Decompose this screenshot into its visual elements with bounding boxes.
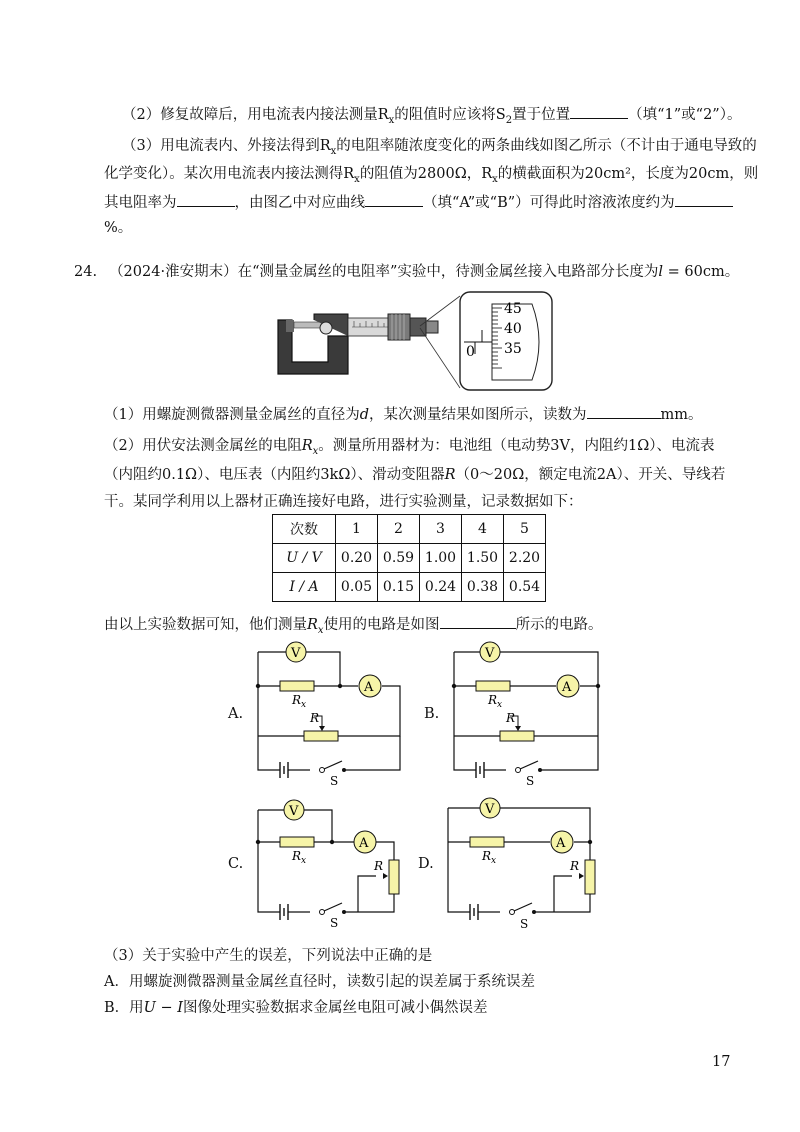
svg-text:R: R — [570, 859, 580, 873]
resistor-rx — [280, 837, 314, 847]
lock-knob — [320, 322, 332, 334]
rx-label: $R_x$ — [292, 849, 307, 866]
q24-part1: （1）用螺旋测微器测量金属丝的直径为d，某次测量结果如图所示，读数为 mm。 — [104, 404, 703, 425]
micrometer-thimble — [388, 314, 410, 340]
answer-blank[interactable] — [570, 104, 628, 119]
svg-text:R: R — [310, 711, 320, 725]
micrometer-figure — [270, 290, 560, 394]
rheostat — [500, 731, 534, 741]
q24-part2-line4: 由以上实验数据可知，他们测量$R_x$使用的电路是如图 所示的电路。 — [104, 614, 603, 641]
circuit-d-label: D. — [418, 856, 434, 872]
rx-label: $R_x$ — [292, 693, 307, 710]
q23-part3-line4: %。 — [104, 220, 133, 236]
svg-text:S: S — [330, 774, 339, 788]
circuit-c-diagram — [250, 798, 410, 932]
svg-text:V: V — [485, 646, 495, 661]
circuit-d-diagram — [440, 790, 610, 934]
svg-text:A: A — [562, 680, 572, 695]
svg-text:V: V — [291, 646, 301, 661]
svg-text:R: R — [506, 711, 516, 725]
circuit-b-label: B. — [424, 706, 440, 722]
option-b: B．用U − I图像处理实验数据求金属丝电阻可减小偶然误差 — [104, 1000, 488, 1016]
page-number: 17 — [712, 1054, 731, 1070]
option-a: A．用螺旋测微器测量金属丝直径时，读数引起的误差属于系统误差 — [104, 974, 535, 990]
svg-text:V: V — [485, 802, 495, 817]
table-header-row: 次数 1 2 3 4 5 — [273, 515, 546, 544]
rheostat — [389, 860, 399, 894]
q23-part2: （2）修复故障后，用电流表内接法测量$R_x$的阻值时应该将$S_2$置于位置 （填“1”或“2”）。 — [122, 104, 741, 131]
answer-blank[interactable] — [675, 192, 733, 207]
svg-text:S: S — [526, 774, 535, 788]
thimble-tick-40: 40 — [504, 321, 522, 337]
q24-part2-line2: （内阻约0.1Ω）、电压表（内阻约3kΩ）、滑动变阻器R（0～20Ω，额定电流2A）、开关、导线若 — [104, 467, 726, 483]
svg-text:R: R — [374, 859, 384, 873]
table-row: U / V 0.20 0.59 1.00 1.50 2.20 — [273, 544, 546, 573]
svg-text:A: A — [364, 680, 374, 695]
q23-part3-line3: 其电阻率为 ，由图乙中对应曲线 （填“A”或“B”）可得此时溶液浓度约为 — [104, 192, 733, 213]
q24-part3: （3）关于实验中产生的误差，下列说法中正确的是 — [104, 948, 433, 964]
answer-blank[interactable] — [587, 404, 661, 419]
resistor-rx — [280, 681, 314, 691]
table-row: I / A 0.05 0.15 0.24 0.38 0.54 — [273, 573, 546, 602]
resistor-rx — [476, 681, 510, 691]
circuit-a-diagram — [250, 640, 410, 788]
rheostat — [304, 731, 338, 741]
svg-text:S: S — [520, 917, 529, 931]
rx-label: $R_x$ — [482, 849, 497, 866]
measurement-table — [272, 514, 546, 602]
q24-heading: 24. （2024·淮安期末）在“测量金属丝的电阻率”实验中，待测金属丝接入电路部分长度为l = 60cm。 — [74, 264, 740, 280]
circuit-c-label: C. — [228, 856, 244, 872]
answer-blank[interactable] — [365, 192, 423, 207]
thimble-tick-35: 35 — [504, 341, 522, 357]
answer-blank[interactable] — [177, 192, 235, 207]
thimble-tick-45: 45 — [504, 301, 522, 317]
svg-text:A: A — [359, 836, 369, 851]
svg-text:A: A — [556, 836, 566, 851]
q23-part3-line1: （3）用电流表内、外接法得到$R_x$的电阻率随浓度变化的两条曲线如图乙所示（不计由于通电导致的 — [122, 138, 757, 157]
svg-text:V: V — [289, 804, 299, 819]
answer-blank[interactable] — [440, 614, 516, 629]
circuit-a-label: A. — [228, 706, 244, 722]
main-scale-zero: 0 — [466, 344, 475, 360]
circuit-b-diagram — [446, 640, 606, 788]
q24-part2-line3: 干。某同学利用以上器材正确连接好电路，进行实验测量，记录数据如下： — [104, 494, 583, 510]
q23-part3-line2: 化学变化）。某次用电流表内接法测得$R_x$的阻值为2800Ω，$R_x$的横截面积为20cm²，长度为20cm，则 — [104, 166, 759, 185]
svg-text:S: S — [330, 916, 339, 930]
rheostat — [585, 860, 595, 894]
resistor-rx — [470, 837, 504, 847]
rx-label: $R_x$ — [488, 693, 503, 710]
q24-part2-line1: （2）用伏安法测金属丝的电阻$R_x$。测量所用器材为：电池组（电动势3V，内阻约1Ω）、电流表 — [104, 438, 715, 457]
